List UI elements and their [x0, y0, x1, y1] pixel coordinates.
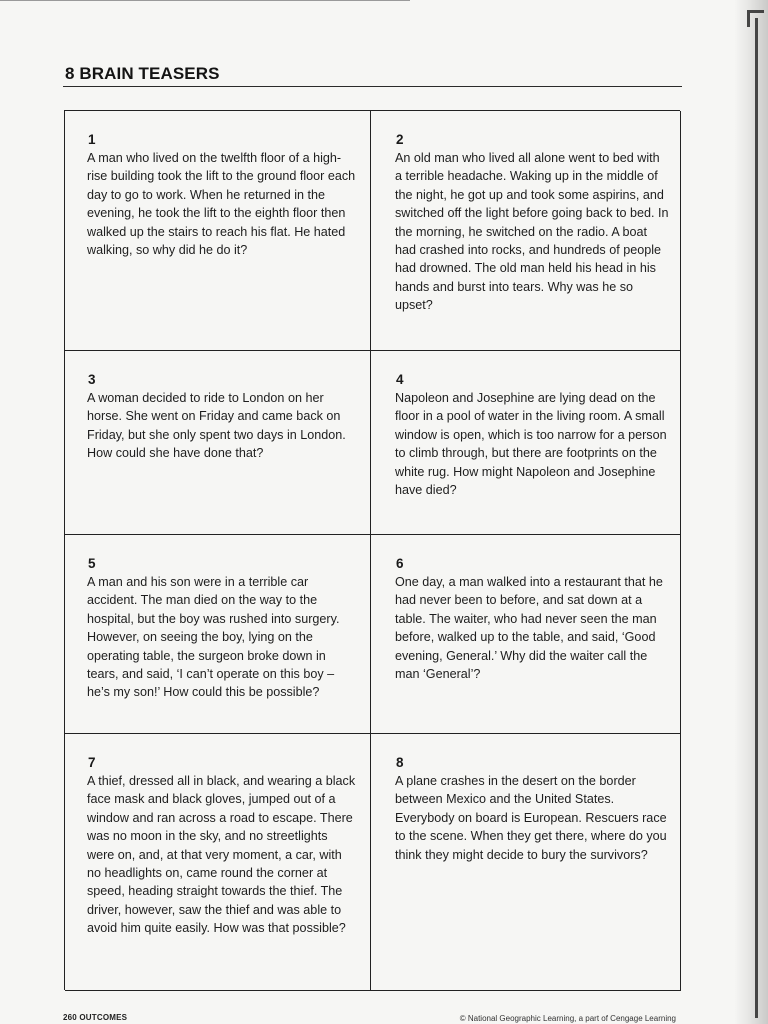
teaser-text: A plane crashes in the desert on the border between Mexico and the United States. Everybody on board is European. Rescuers race to the scene. When they get there, where do you think they might decide to bury the survivors?: [395, 774, 667, 862]
teaser-number: 6: [396, 556, 404, 571]
teaser-card-6: [371, 535, 681, 734]
teaser-text: A thief, dressed all in black, and wearing a black face mask and black gloves, jumped out of a window and ran across a road to escape. There was no moon in the sky, and no streetlights were on, and, at that very moment, a car, with no headlights on, came round the corner at speed, heading straight towards the thief. The driver, however, saw the thief and was able to avoid him quite easily. How was that possible?: [87, 774, 356, 936]
teaser-number: 4: [396, 372, 404, 387]
teaser-card-5: [65, 535, 371, 734]
teaser-card-7: [65, 734, 371, 991]
teaser-text: A woman decided to ride to London on her horse. She went on Friday and came back on Friday, but she only spent two days in London. How could she have done that?: [87, 391, 346, 461]
teaser-number: 3: [88, 372, 96, 387]
teaser-text: Napoleon and Josephine are lying dead on the floor in a pool of water in the living room. A small window is open, which is too narrow for a person to climb through, but there are footprints on the white rug. How might Napoleon and Josephine have died?: [395, 391, 667, 498]
teaser-number: 5: [88, 556, 96, 571]
teaser-number: 1: [88, 132, 96, 147]
teaser-card-3: [65, 351, 371, 535]
page-title: 8 BRAIN TEASERS: [65, 64, 220, 83]
teaser-text: An old man who lived all alone went to bed with a terrible headache. Waking up in the middle of the night, he got up and took some aspirins, and switched off the light before going back to bed. In the morning, he switched on the radio. A boat had crashed into rocks, and hundreds of people had drowned. The old man held his head in his hands and burst into tears. Why was he so upset?: [395, 151, 669, 313]
teaser-text: One day, a man walked into a restaurant that he had never been to before, and sat down at a table. The waiter, who had never seen the man before, walked up to the table, and said, ‘Good evening, General.’ Why did the waiter call the man ‘General’?: [395, 575, 663, 682]
page-binding-shadow: [734, 0, 768, 1024]
teaser-number: 8: [396, 755, 404, 770]
page-edge-line: [755, 18, 758, 1018]
title-underline: [63, 86, 682, 87]
page-footer-book: 260 OUTCOMES: [63, 1013, 128, 1022]
teaser-text: A man who lived on the twelfth floor of a high-rise building took the lift to the ground floor each day to go to work. When he returned in the evening, he took the lift to the eighth floor then walked up the stairs to reach his flat. He hated walking, so why did he do it?: [87, 151, 356, 258]
teaser-card-1: [65, 111, 371, 351]
page-footer-copyright: © National Geographic Learning, a part of Cengage Learning: [459, 1014, 676, 1023]
teaser-card-2: [371, 111, 681, 351]
teaser-number: 2: [396, 132, 404, 147]
teaser-number: 7: [88, 755, 96, 770]
top-scan-rule: [0, 0, 410, 1]
brain-teaser-grid: [64, 110, 680, 990]
teaser-card-8: [371, 734, 681, 991]
teaser-card-4: [371, 351, 681, 535]
teaser-text: A man and his son were in a terrible car accident. The man died on the way to the hospital, but the boy was rushed into surgery. However, on seeing the boy, lying on the operating table, the surgeon broke down in tears, and said, ‘I can’t operate on this boy – he’s my son!’ How could this be possible?: [87, 575, 340, 700]
